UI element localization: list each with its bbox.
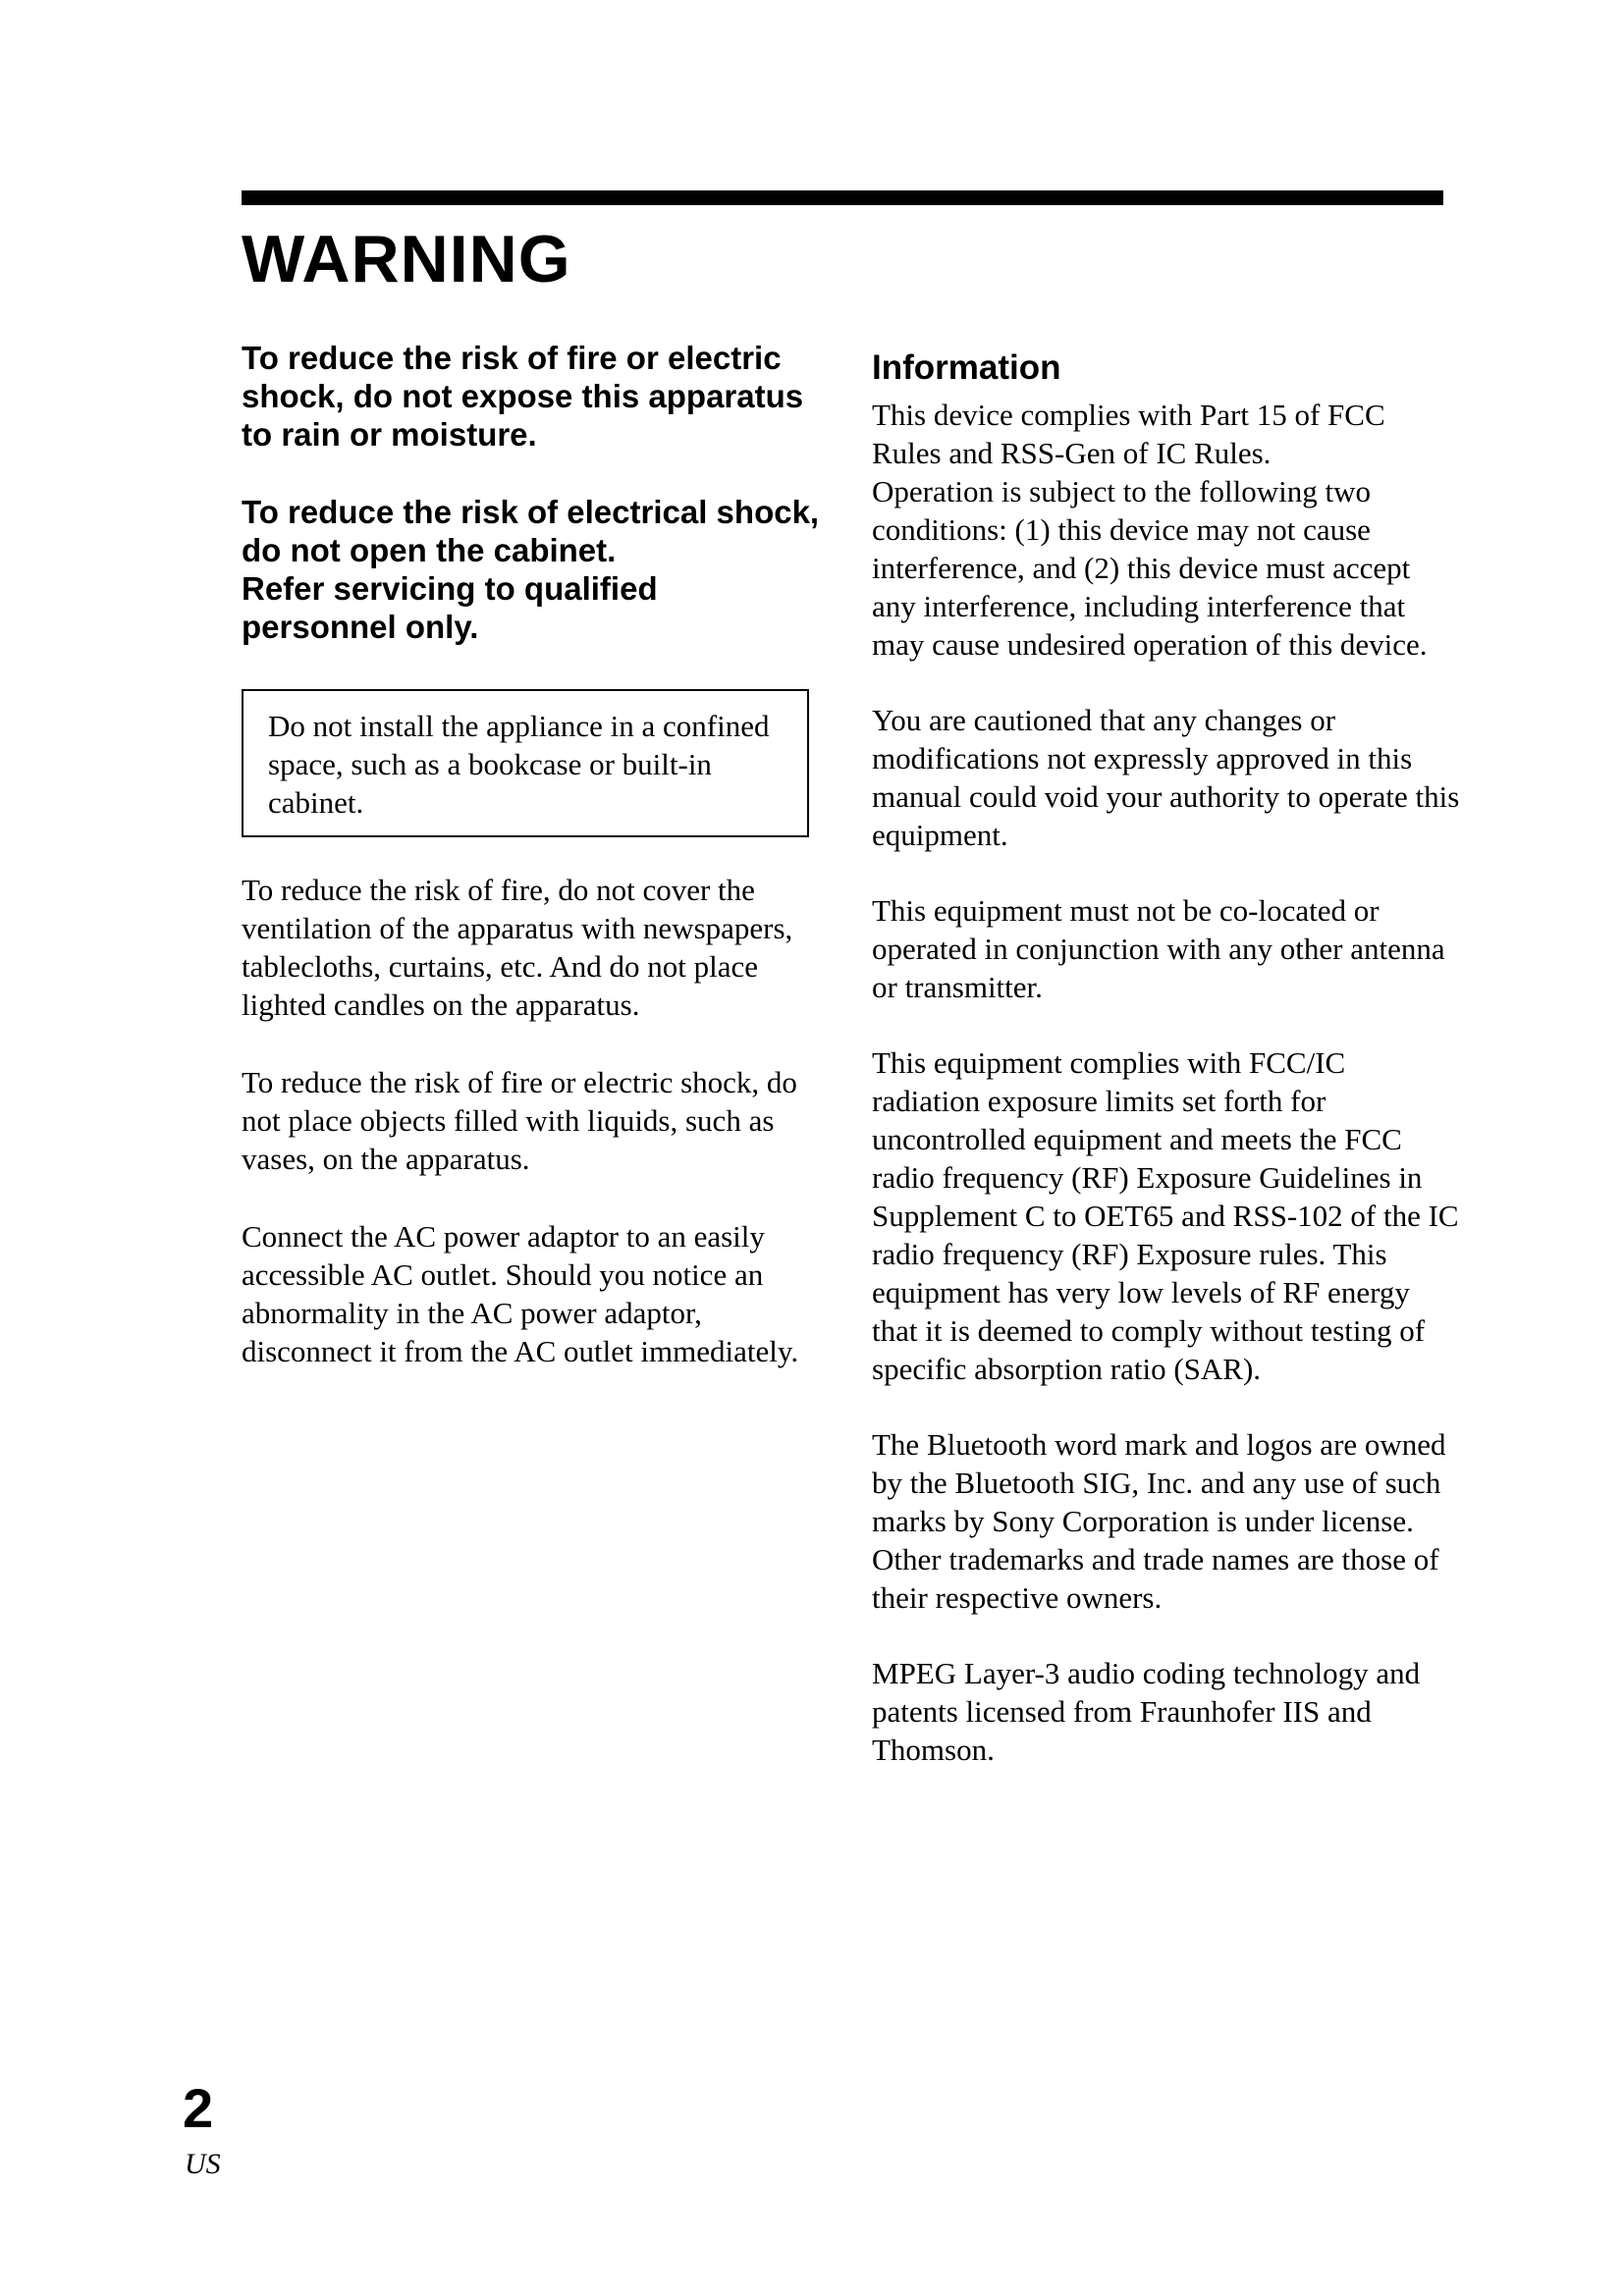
warning-fire-shock-moisture: To reduce the risk of fire or electric shock, do not expose this apparatus to rain or moisture. bbox=[242, 340, 804, 453]
paragraph-other-trademarks: Other trademarks and trade names are those of their respective owners. bbox=[872, 1542, 1439, 1615]
paragraph-fcc-compliance: This device complies with Part 15 of FCC Rules and RSS-Gen of IC Rules. bbox=[872, 398, 1385, 470]
page-number: 2 bbox=[183, 2077, 214, 2139]
paragraph-bluetooth-trademark: The Bluetooth word mark and logos are owned by the Bluetooth SIG, Inc. and any use of such marks by Sony Corporation is under license. bbox=[872, 1427, 1446, 1538]
paragraph-operation-conditions: Operation is subject to the following two conditions: (1) this device may not cause interference, and (2) this device must accept any interference, including interference that may cause undesired operation of this device. bbox=[872, 474, 1428, 662]
left-column bbox=[242, 339, 821, 1370]
paragraph-rf-exposure: This equipment complies with FCC/IC radiation exposure limits set forth for uncontrolled equipment and meets the FCC radio frequency (RF) Exposure Guidelines in Supplement C to OET65 and RSS-102 of the IC radio frequency (RF) Exposure rules. This equipment has very low levels of RF energy that it is deemed to comply without testing of specific absorption ratio (SAR). bbox=[872, 1045, 1459, 1386]
right-column bbox=[872, 339, 1461, 1769]
paragraph-unauthorized-changes: You are cautioned that any changes or modifications not expressly approved in this manual could void your authority to operate this equipment. bbox=[872, 703, 1460, 852]
warning-electrical-shock-cabinet bbox=[242, 493, 821, 646]
top-rule bbox=[242, 190, 1443, 205]
warning-open-cabinet: To reduce the risk of electrical shock, do not open the cabinet. bbox=[242, 494, 820, 568]
paragraph-liquids: To reduce the risk of fire or electric shock, do not place objects filled with liquids, such as vases, on the apparatus. bbox=[242, 1065, 797, 1176]
paragraph-ac-adaptor: Connect the AC power adaptor to an easily accessible AC outlet. Should you notice an abnormality in the AC power adaptor, disconnect it from the AC outlet immediately. bbox=[242, 1219, 799, 1368]
region-code: US bbox=[185, 2148, 221, 2180]
warning-refer-servicing: Refer servicing to qualified personnel only. bbox=[242, 570, 658, 645]
boxed-installation-notice: Do not install the appliance in a confined space, such as a bookcase or built-in cabinet. bbox=[242, 689, 809, 837]
paragraph-ventilation: To reduce the risk of fire, do not cover the ventilation of the apparatus with newspapers, tablecloths, curtains, etc. And do not place lighted candles on the apparatus. bbox=[242, 873, 793, 1022]
page-title: WARNING bbox=[242, 222, 571, 296]
paragraph-co-location: This equipment must not be co-located or operated in conjunction with any other antenna or transmitter. bbox=[872, 893, 1445, 1004]
paragraph-mpeg-license: MPEG Layer-3 audio coding technology and patents licensed from Fraunhofer IIS and Thomson. bbox=[872, 1656, 1421, 1767]
information-heading: Information bbox=[872, 348, 1061, 387]
